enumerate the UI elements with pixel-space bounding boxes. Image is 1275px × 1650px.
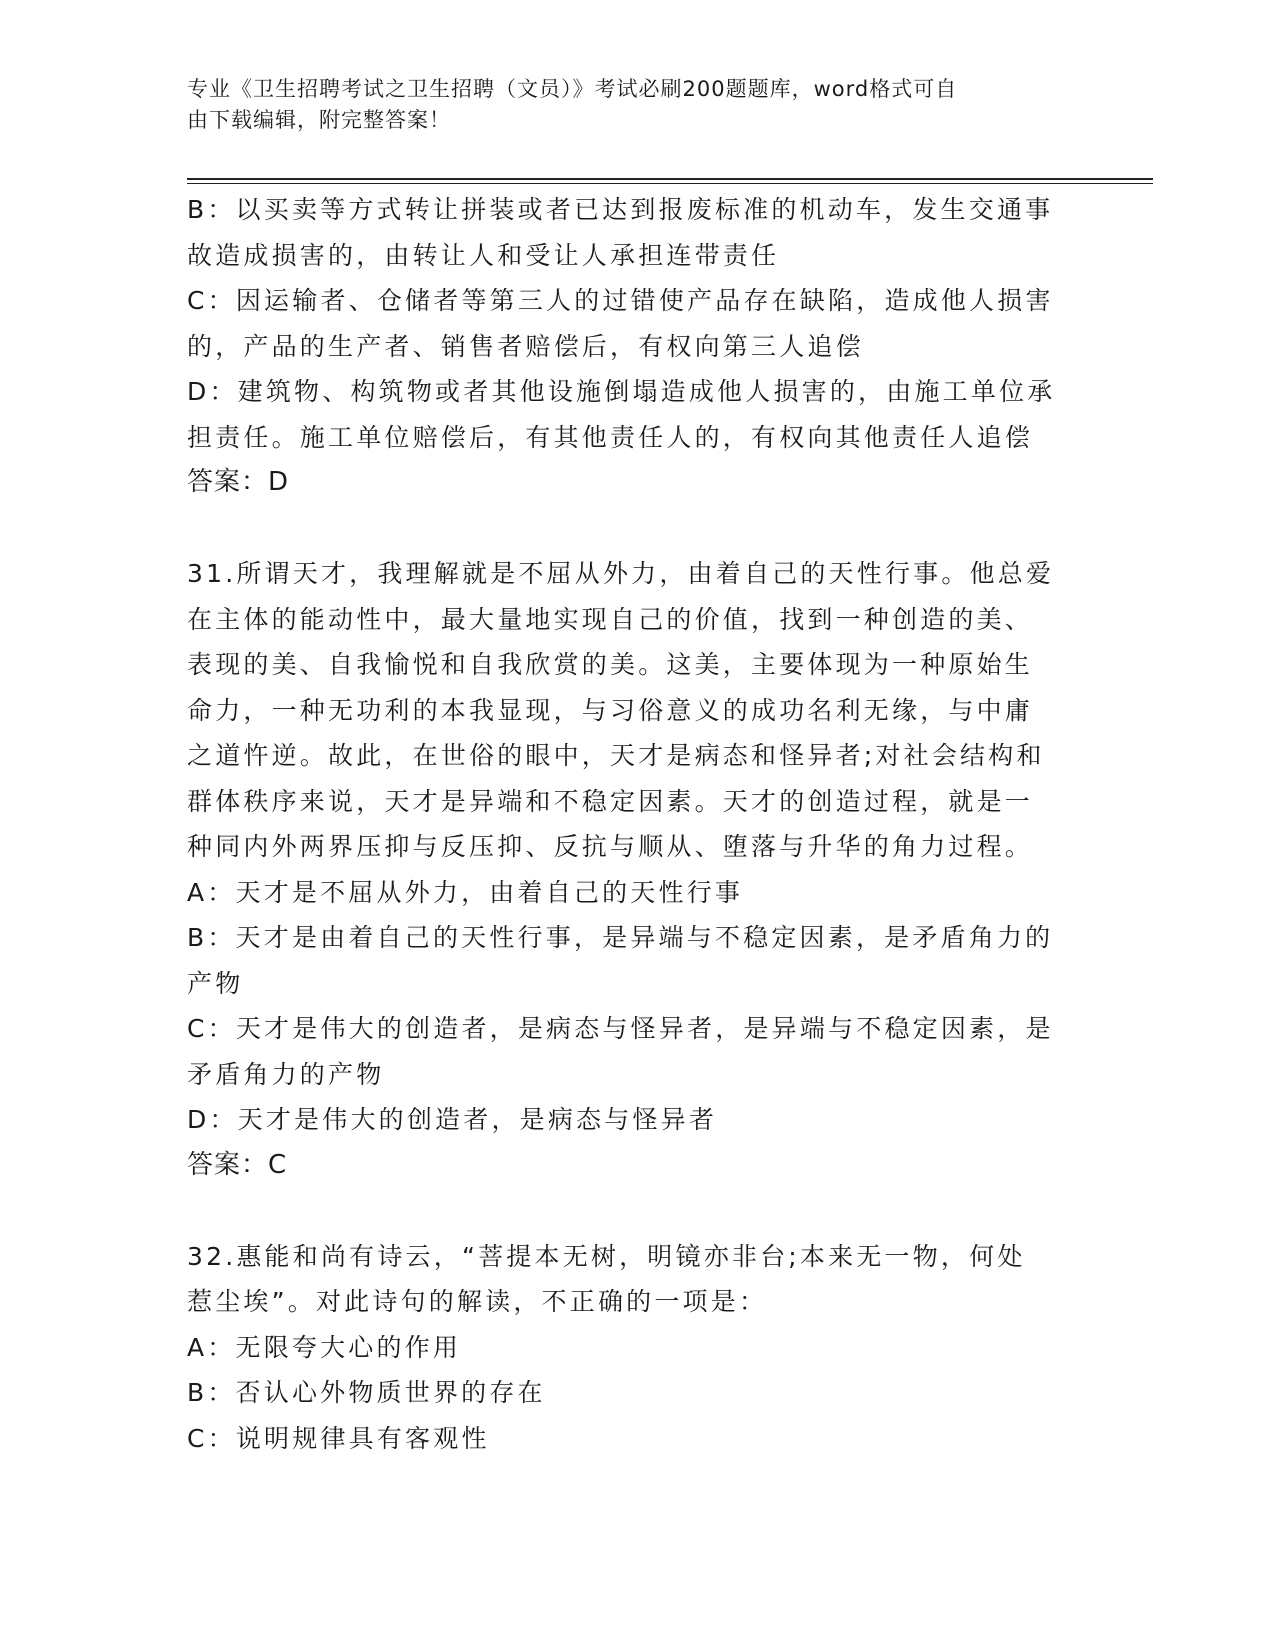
document-header (187, 74, 1067, 136)
q31-option-c-line-1: C：天才是伟大的创造者，是病态与怪异者，是异端与不稳定因素，是 (187, 1014, 1054, 1043)
spacer (187, 506, 1087, 552)
q31-answer: 答案：C (187, 1149, 288, 1180)
prev-option-b-line-2: 故造成损害的，由转让人和受让人承担连带责任 (187, 240, 780, 270)
q31-option-d: D：天才是伟大的创造者，是病态与怪异者 (187, 1105, 718, 1134)
prev-option-c-line-1: C：因运输者、仓储者等第三人的过错使产品存在缺陷，造成他人损害 (187, 286, 1054, 315)
q31-stem-line-5: 之道忤逆。故此，在世俗的眼中，天才是病态和怪异者;对社会结构和 (187, 741, 1045, 770)
q31-stem-line-3: 表现的美、自我愉悦和自我欣赏的美。这美，主要体现为一种原始生 (187, 650, 1034, 679)
spacer (187, 1188, 1087, 1234)
header-line-2: 由下载编辑，附完整答案！ (187, 108, 451, 132)
header-rule-thick (187, 178, 1153, 180)
header-rule-thin (187, 183, 1153, 184)
prev-option-c-line-2: 的，产品的生产者、销售者赔偿后，有权向第三人追偿 (187, 331, 864, 361)
q31-option-b-line-2: 产物 (187, 968, 244, 998)
q32-stem-line-1: 32.惠能和尚有诗云，“菩提本无树，明镜亦非台;本来无一物，何处 (187, 1241, 1026, 1271)
prev-answer: 答案：D (187, 467, 290, 497)
q32-option-a: A：无限夸大心的作用 (187, 1332, 462, 1362)
q31-option-b-line-1: B：天才是由着自己的天性行事，是异端与不稳定因素，是矛盾角力的 (187, 923, 1054, 952)
q31-option-a: A：天才是不屈从外力，由着自己的天性行事 (187, 877, 744, 907)
q31-stem-line-6: 群体秩序来说，天才是异端和不稳定因素。天才的创造过程，就是一 (187, 786, 1034, 816)
prev-option-b-line-1: B：以买卖等方式转让拼装或者已达到报废标准的机动车，发生交通事 (187, 195, 1054, 224)
q31-option-c-line-2: 矛盾角力的产物 (187, 1059, 385, 1089)
document-body (187, 187, 1087, 1461)
q31-stem-line-7: 种同内外两界压抑与反压抑、反抗与顺从、堕落与升华的角力过程。 (187, 832, 1034, 861)
q32-stem-line-2: 惹尘埃”。对此诗句的解读，不正确的一项是： (187, 1287, 768, 1316)
q31-stem-line-2: 在主体的能动性中，最大量地实现自己的价值，找到一种创造的美、 (187, 604, 1034, 634)
prev-option-d-line-1: D：建筑物、构筑物或者其他设施倒塌造成他人损害的，由施工单位承 (187, 377, 1056, 406)
q32-option-c: C：说明规律具有客观性 (187, 1423, 490, 1453)
header-line-1: 专业《卫生招聘考试之卫生招聘（文员）》考试必刷200题题库，word格式可自 (187, 77, 958, 101)
prev-option-d-line-2: 担责任。施工单位赔偿后，有其他责任人的，有权向其他责任人追偿 (187, 422, 1034, 452)
q31-stem-line-4: 命力，一种无功利的本我显现，与习俗意义的成功名利无缘，与中庸 (187, 695, 1034, 725)
q31-stem-line-1: 31.所谓天才，我理解就是不屈从外力，由着自己的天性行事。他总爱 (187, 559, 1055, 588)
q32-option-b: B：否认心外物质世界的存在 (187, 1378, 546, 1407)
